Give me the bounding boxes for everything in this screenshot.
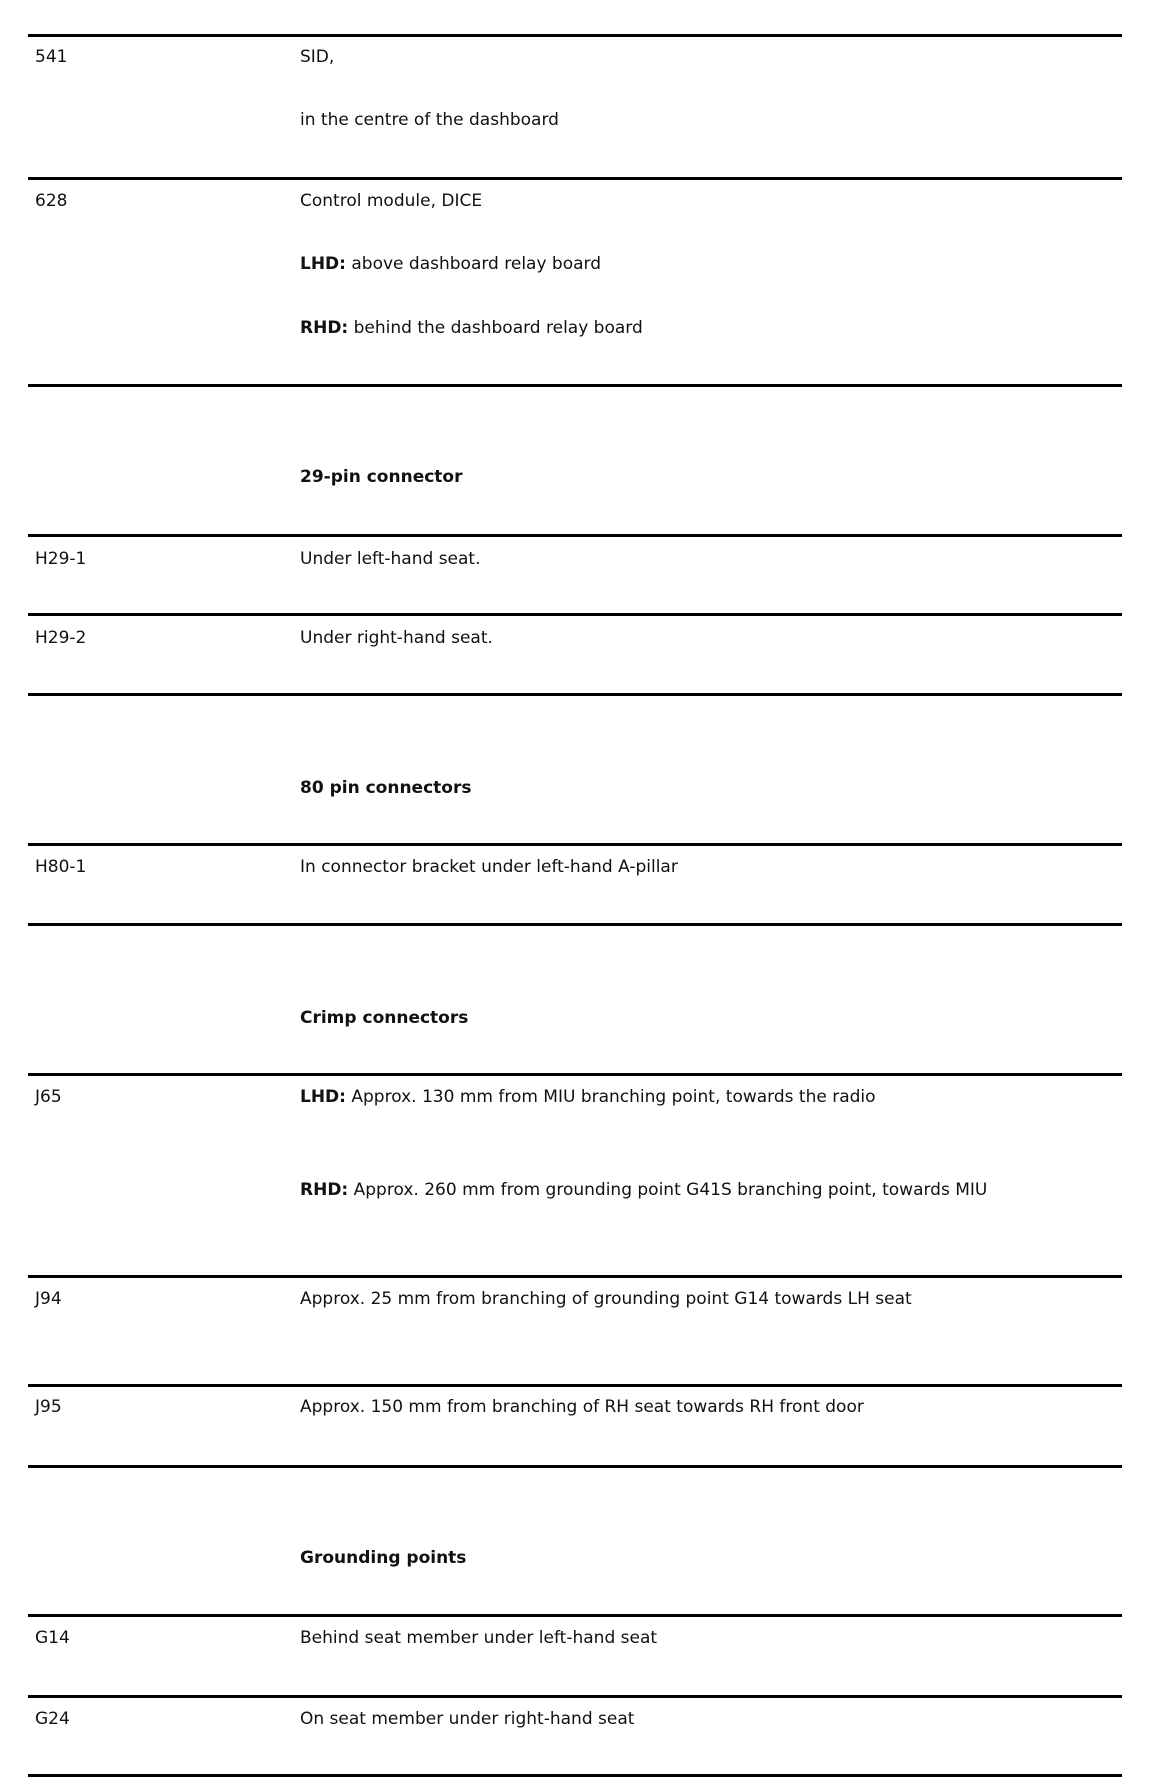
heading-text: 29-pin connector	[300, 467, 463, 487]
component-location: Approx. 25 mm from branching of grounding point G14 towards LH seat	[300, 1289, 912, 1309]
divider	[28, 1614, 1122, 1617]
divider	[28, 693, 1122, 696]
divider	[28, 613, 1122, 616]
divider	[28, 1384, 1122, 1387]
lhd-text: Approx. 130 mm from MIU branching point, towards the radio	[345, 1087, 876, 1107]
component-location: Behind seat member under left-hand seat	[300, 1628, 658, 1648]
section-heading	[300, 463, 1122, 492]
divider	[28, 534, 1122, 537]
component-id: J95	[35, 1397, 62, 1417]
lhd-location	[300, 250, 1122, 279]
component-location: in the centre of the dashboard	[300, 110, 559, 130]
section-heading	[300, 1004, 1122, 1033]
divider	[28, 923, 1122, 926]
component-description: Control module, DICE	[300, 191, 483, 211]
component-id: 541	[35, 47, 68, 67]
rhd-label: RHD:	[300, 1180, 349, 1200]
lhd-label: LHD:	[300, 254, 346, 274]
component-description: SID,	[300, 47, 335, 67]
component-id: G14	[35, 1628, 70, 1648]
section-heading	[300, 1544, 1122, 1573]
component-id: G24	[35, 1709, 70, 1729]
divider	[28, 1275, 1122, 1278]
rhd-text: behind the dashboard relay board	[348, 318, 643, 338]
divider	[28, 384, 1122, 387]
component-id: H29-1	[35, 549, 87, 569]
divider	[28, 1774, 1122, 1777]
component-location: Under left-hand seat.	[300, 549, 481, 569]
heading-text: Grounding points	[300, 1548, 467, 1568]
heading-text: Crimp connectors	[300, 1008, 469, 1028]
component-id: J94	[35, 1289, 62, 1309]
divider	[28, 177, 1122, 180]
component-location: In connector bracket under left-hand A-pillar	[300, 857, 678, 877]
lhd-label: LHD:	[300, 1087, 346, 1107]
component-id: J65	[35, 1087, 62, 1107]
component-id: H80-1	[35, 857, 87, 877]
rhd-location	[300, 1176, 1122, 1205]
divider	[28, 1465, 1122, 1468]
component-location: Approx. 150 mm from branching of RH seat towards RH front door	[300, 1397, 864, 1417]
divider	[28, 1073, 1122, 1076]
rhd-location	[300, 314, 1122, 343]
lhd-text: above dashboard relay board	[345, 254, 602, 274]
component-location: On seat member under right-hand seat	[300, 1709, 635, 1729]
component-id: H29-2	[35, 628, 87, 648]
section-heading	[300, 774, 1122, 803]
divider	[28, 1695, 1122, 1698]
rhd-label: RHD:	[300, 318, 349, 338]
lhd-location	[300, 1083, 1122, 1112]
component-location: Under right-hand seat.	[300, 628, 493, 648]
component-id: 628	[35, 191, 68, 211]
divider	[28, 843, 1122, 846]
divider	[28, 34, 1122, 37]
heading-text: 80 pin connectors	[300, 778, 472, 798]
rhd-text: Approx. 260 mm from grounding point G41S branching point, towards MIU	[348, 1180, 988, 1200]
